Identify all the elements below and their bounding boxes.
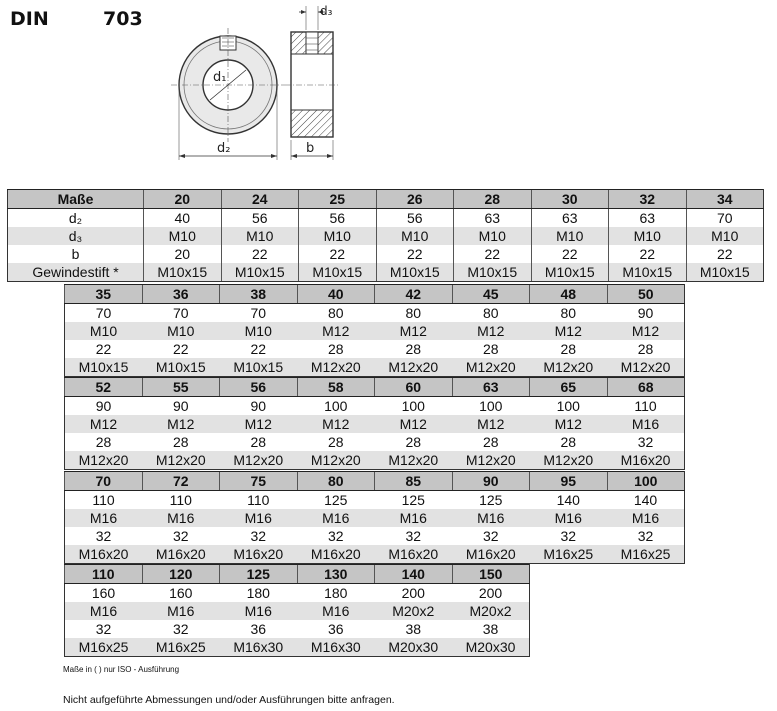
table-cell: 22 (221, 245, 299, 263)
table-cell: M16 (452, 509, 530, 527)
table-cell: M12x20 (375, 451, 453, 470)
table-cell: 160 (65, 584, 143, 603)
table-cell: 80 (560, 305, 577, 321)
table-cell: 28 (482, 434, 499, 450)
table-cell: M12x20 (530, 358, 608, 377)
size-header: 32 (609, 190, 687, 209)
size-block-5 (64, 564, 530, 657)
table-row (65, 397, 685, 416)
table-cell: M16 (607, 509, 685, 527)
table-row (65, 433, 685, 451)
table-cell: 20 (144, 245, 222, 263)
table-cell: M16 (65, 509, 143, 527)
table-cell: M16x20 (452, 545, 530, 564)
table-cell: M10x15 (220, 358, 298, 377)
table-cell: M10 (220, 322, 298, 340)
size-block-2 (64, 284, 685, 377)
table-cell: M16 (297, 602, 375, 620)
iso-note: Maße in ( ) nur ISO - Ausführung (63, 665, 180, 674)
table-cell: M12 (607, 322, 685, 340)
size-header: 30 (531, 190, 609, 209)
size-header: 25 (299, 190, 377, 209)
din-label: DIN (10, 8, 49, 30)
table-cell: 56 (299, 209, 377, 228)
b-label: b (306, 141, 315, 156)
table-row (65, 638, 530, 657)
table-cell: M16x30 (297, 638, 375, 657)
size-header: 80 (297, 472, 375, 491)
size-header: 56 (220, 378, 298, 397)
size-header: 100 (607, 472, 685, 491)
table-row (8, 209, 764, 228)
table-cell: 80 (405, 305, 422, 321)
table-row (8, 263, 764, 282)
table-cell: 28 (560, 434, 577, 450)
table-cell: 63 (609, 209, 687, 228)
table-cell: 90 (65, 397, 143, 416)
table-cell: 140 (607, 491, 685, 510)
table-cell: 28 (250, 434, 267, 450)
table-cell: M16 (220, 602, 298, 620)
table-cell: M12 (297, 322, 375, 340)
table-cell: M10x15 (531, 263, 609, 282)
table-cell: M16 (297, 509, 375, 527)
size-header: 125 (220, 565, 298, 584)
table-cell: 32 (65, 620, 143, 638)
table-cell: 125 (479, 492, 503, 508)
table-cell: M10x15 (454, 263, 532, 282)
table-row (65, 602, 530, 620)
table-cell: M12 (142, 415, 220, 433)
table-cell: 32 (250, 528, 267, 544)
table-row (65, 545, 685, 564)
size-block-3 (64, 377, 685, 470)
table-cell: 80 (327, 305, 344, 321)
table-cell: M12x20 (297, 358, 375, 377)
table-cell: 28 (327, 434, 344, 450)
table-cell: M10x15 (144, 263, 222, 282)
table-row (65, 451, 685, 470)
size-header: 40 (297, 285, 375, 304)
inquiry-note: Nicht aufgeführte Abmessungen und/oder Ausführungen bitte anfragen. (63, 694, 395, 706)
table-cell: 22 (686, 245, 764, 263)
table-cell: 28 (482, 341, 499, 357)
table-row (65, 415, 685, 433)
table-cell: M12 (65, 415, 143, 433)
table-cell: M10 (686, 227, 764, 245)
table-cell: M16x25 (607, 545, 685, 564)
table-cell: 100 (401, 398, 425, 414)
size-header: 35 (65, 285, 143, 304)
table-cell: M12x20 (452, 451, 530, 470)
row-label: Gewindestift * (8, 263, 144, 282)
size-header: 120 (142, 565, 220, 584)
size-header: 70 (65, 472, 143, 491)
table-cell: M16x20 (142, 545, 220, 564)
table-cell: 200 (452, 584, 530, 603)
table-cell: 32 (405, 528, 422, 544)
table-cell: M12x20 (530, 451, 608, 470)
table-cell: 100 (479, 398, 503, 414)
table-cell: 36 (327, 621, 344, 637)
table-cell: M16x20 (220, 545, 298, 564)
size-header: 65 (530, 378, 608, 397)
table-cell: M20x2 (375, 602, 453, 620)
table-cell: M10x15 (376, 263, 454, 282)
table-cell: 28 (560, 341, 577, 357)
size-header: 60 (375, 378, 453, 397)
table-cell: 110 (607, 397, 685, 416)
table-cell: M10 (65, 322, 143, 340)
table-cell: M16 (607, 415, 685, 433)
side-view (285, 4, 339, 160)
table-cell: 32 (607, 433, 685, 451)
table-cell: M16x30 (220, 638, 298, 657)
table-row (8, 245, 764, 263)
table-cell: 125 (401, 492, 425, 508)
table-cell: 28 (327, 341, 344, 357)
table-cell: 90 (250, 398, 267, 414)
table-cell: 22 (172, 341, 189, 357)
size-header: 42 (375, 285, 453, 304)
table-cell: 22 (250, 341, 267, 357)
front-view (171, 28, 285, 142)
table-cell: 32 (482, 528, 499, 544)
table-cell: M16x20 (375, 545, 453, 564)
table-cell: 100 (556, 398, 580, 414)
size-header: 38 (220, 285, 298, 304)
table-cell: 160 (169, 585, 193, 601)
table-row (65, 584, 530, 603)
table-cell: M12x20 (452, 358, 530, 377)
table-cell: 32 (172, 528, 189, 544)
table-row (65, 304, 685, 323)
table-cell: M10x15 (221, 263, 299, 282)
size-header: 34 (686, 190, 764, 209)
table-cell: 28 (607, 340, 685, 358)
size-header: 95 (530, 472, 608, 491)
table-cell: 32 (327, 528, 344, 544)
size-header: 28 (454, 190, 532, 209)
size-header: 130 (297, 565, 375, 584)
table-row (65, 620, 530, 638)
table-cell: 110 (247, 492, 270, 508)
table-cell: M10x15 (142, 358, 220, 377)
table-cell: 32 (172, 621, 189, 637)
table-cell: 140 (556, 492, 580, 508)
table-cell: 110 (65, 491, 143, 510)
table-cell: 63 (454, 209, 532, 228)
table-cell: 38 (452, 620, 530, 638)
size-header: 150 (452, 565, 530, 584)
table-cell: M16x20 (607, 451, 685, 470)
table-cell: 90 (607, 304, 685, 323)
table-cell: 180 (246, 585, 270, 601)
size-header: 20 (144, 190, 222, 209)
table-cell: M12 (530, 322, 608, 340)
table-cell: M16x25 (530, 545, 608, 564)
table-cell: 32 (65, 527, 143, 545)
table-row (65, 527, 685, 545)
table-cell: 36 (250, 621, 267, 637)
size-header: 26 (376, 190, 454, 209)
table-cell: M10 (454, 227, 532, 245)
size-header: 68 (607, 378, 685, 397)
table-cell: 22 (531, 245, 609, 263)
table-cell: 32 (560, 528, 577, 544)
table-cell: 22 (65, 340, 143, 358)
table-cell: M12 (452, 415, 530, 433)
table-cell: M20x2 (452, 602, 530, 620)
table-cell: M12x20 (607, 358, 685, 377)
table-cell: M16 (65, 602, 143, 620)
table-cell: M20x30 (375, 638, 453, 657)
table-cell: 70 (65, 304, 143, 323)
table-row (65, 322, 685, 340)
table-cell: M10 (609, 227, 687, 245)
table-cell: 200 (401, 585, 425, 601)
table-cell: 28 (405, 434, 422, 450)
size-header: 110 (65, 565, 143, 584)
table-cell: M12 (375, 322, 453, 340)
size-header: 55 (142, 378, 220, 397)
table-cell: 22 (454, 245, 532, 263)
size-header: 85 (375, 472, 453, 491)
table-row (65, 491, 685, 510)
table-cell: M16 (142, 509, 220, 527)
table-cell: M12 (297, 415, 375, 433)
table-cell: M12x20 (142, 451, 220, 470)
table-cell: 28 (405, 341, 422, 357)
table-cell: M16 (142, 602, 220, 620)
table-cell: M10 (221, 227, 299, 245)
table-cell: M12x20 (375, 358, 453, 377)
table-cell: M16 (375, 509, 453, 527)
table-cell: 28 (172, 434, 189, 450)
size-header: 24 (221, 190, 299, 209)
table-cell: M16x25 (142, 638, 220, 657)
size-header: 58 (297, 378, 375, 397)
table-cell: M12x20 (297, 451, 375, 470)
table-cell: M10x15 (609, 263, 687, 282)
size-header: 36 (142, 285, 220, 304)
d3-label: d₃ (320, 4, 333, 18)
table-cell: M10 (299, 227, 377, 245)
table-cell: M12 (375, 415, 453, 433)
table-cell: 80 (482, 305, 499, 321)
size-header: 52 (65, 378, 143, 397)
din-number: 703 (103, 8, 143, 30)
size-header: 63 (452, 378, 530, 397)
table-cell: 22 (376, 245, 454, 263)
table-cell: M10x15 (299, 263, 377, 282)
table-row (65, 358, 685, 377)
table-cell: M10x15 (65, 358, 143, 377)
table-cell: 110 (169, 492, 192, 508)
table-cell: M10 (144, 227, 222, 245)
d1-label: d₁ (213, 70, 227, 85)
table-row (65, 340, 685, 358)
table-cell: M16x20 (297, 545, 375, 564)
table-cell: 38 (405, 621, 422, 637)
table-cell: M12x20 (65, 451, 143, 470)
table-cell: M12 (530, 415, 608, 433)
table-cell: 56 (221, 209, 299, 228)
table-cell: 70 (686, 209, 764, 228)
table-cell: M16 (530, 509, 608, 527)
table-cell: 22 (609, 245, 687, 263)
table-cell: M16 (220, 509, 298, 527)
collar-technical-drawing (165, 0, 345, 165)
table-cell: 40 (144, 209, 222, 228)
table-row (65, 509, 685, 527)
table-cell: M20x30 (452, 638, 530, 657)
size-header: 50 (607, 285, 685, 304)
table-cell: M16x20 (65, 545, 143, 564)
table-cell: 125 (324, 492, 348, 508)
size-block-1 (7, 189, 764, 282)
table-cell: 100 (324, 398, 348, 414)
table-cell: M10x15 (686, 263, 764, 282)
table-cell: 32 (607, 527, 685, 545)
table-cell: M10 (531, 227, 609, 245)
table-cell: 90 (172, 398, 189, 414)
size-header: 45 (452, 285, 530, 304)
table-cell: 22 (299, 245, 377, 263)
table-cell: 70 (250, 305, 267, 321)
table-cell: M12 (452, 322, 530, 340)
size-header: 90 (452, 472, 530, 491)
table-cell: M16x25 (65, 638, 143, 657)
row-label: d₂ (8, 209, 144, 228)
size-header: 48 (530, 285, 608, 304)
row-label: d₃ (8, 227, 144, 245)
header-label: Maße (8, 190, 144, 209)
size-header: 72 (142, 472, 220, 491)
table-cell: M10 (376, 227, 454, 245)
size-header: 75 (220, 472, 298, 491)
table-cell: 180 (324, 585, 348, 601)
table-cell: M12 (220, 415, 298, 433)
table-cell: 63 (531, 209, 609, 228)
table-cell: 28 (65, 433, 143, 451)
size-block-4 (64, 471, 685, 564)
table-cell: 70 (172, 305, 189, 321)
table-cell: M12x20 (220, 451, 298, 470)
row-label: b (8, 245, 144, 263)
table-cell: 56 (376, 209, 454, 228)
size-header: 140 (375, 565, 453, 584)
table-row (8, 227, 764, 245)
table-cell: M10 (142, 322, 220, 340)
d2-label: d₂ (217, 141, 231, 156)
